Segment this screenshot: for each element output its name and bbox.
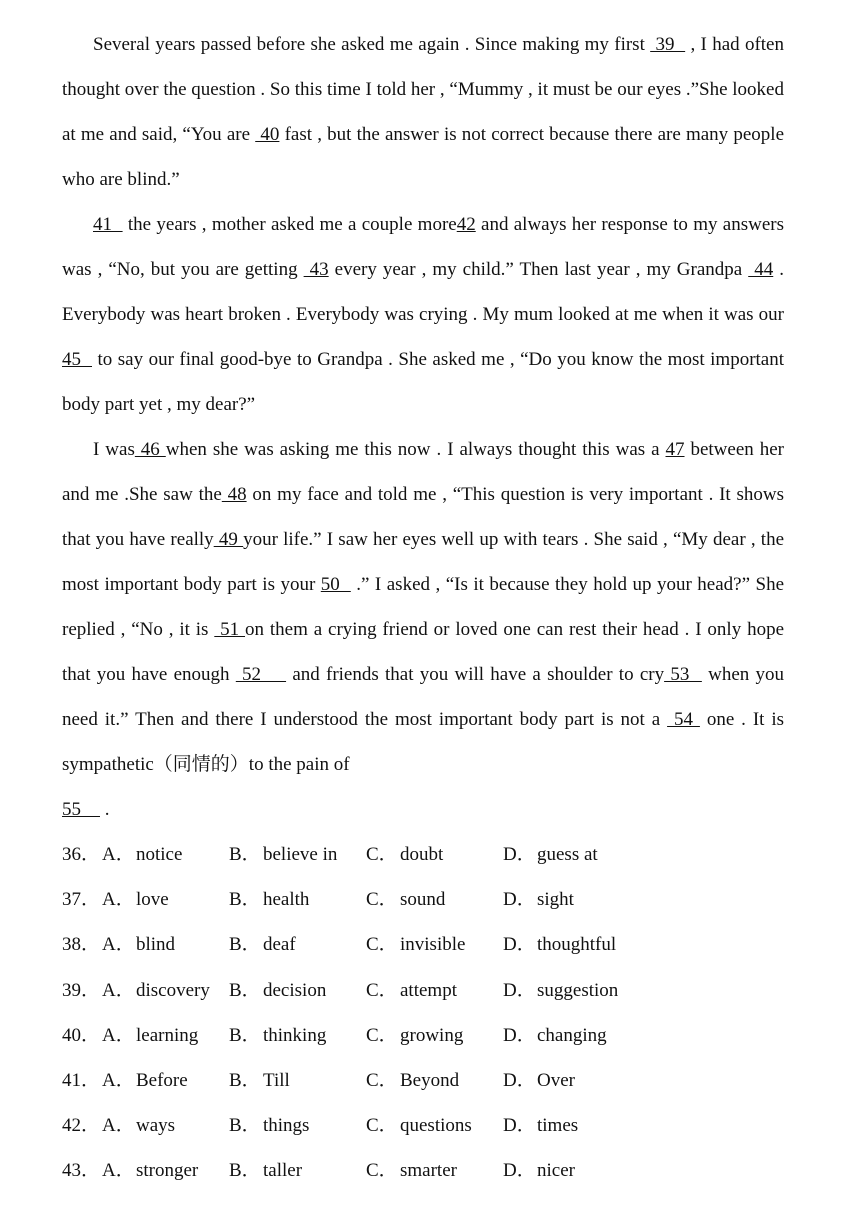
option-text: Before bbox=[136, 1069, 188, 1091]
option-text: believe in bbox=[263, 844, 338, 865]
text: to say our final good-bye to Grandpa . She asked me , “Do you know the most important body part yet , my dear?” bbox=[62, 349, 785, 415]
option-letter: D． bbox=[503, 1069, 536, 1091]
option-c bbox=[366, 877, 503, 922]
blank-52: 52 bbox=[235, 664, 287, 685]
option-b bbox=[229, 1103, 366, 1148]
question-number: 36． bbox=[62, 844, 101, 865]
option-letter: C． bbox=[366, 1024, 398, 1046]
option-text: smarter bbox=[400, 1160, 457, 1182]
option-b bbox=[229, 968, 366, 1013]
option-letter: A． bbox=[102, 844, 135, 865]
option-text: things bbox=[263, 1115, 310, 1137]
option-letter: C． bbox=[366, 1115, 398, 1137]
option-b bbox=[229, 1013, 366, 1058]
option-text: growing bbox=[400, 1024, 464, 1046]
option-text: suggestion bbox=[537, 979, 619, 1001]
option-letter: C． bbox=[366, 889, 398, 911]
option-a bbox=[102, 1103, 229, 1148]
option-letter: A． bbox=[102, 1024, 135, 1046]
option-text: deaf bbox=[263, 934, 296, 956]
text: , I had often thought over the question . So this time I told her , “Mummy , it must be our eyes .”She looked at me and said, “You are bbox=[62, 34, 784, 145]
text: when she was asking me this now . I always thought this was a bbox=[165, 439, 666, 460]
text: on them a crying friend or loved one can rest their head . I only hope that you have enough bbox=[62, 619, 785, 685]
option-b bbox=[229, 832, 366, 877]
option-text: stronger bbox=[136, 1160, 199, 1182]
text: on my face and told me , “This question is very important . It shows that you have really bbox=[62, 484, 784, 550]
option-letter: C． bbox=[366, 844, 398, 865]
option-letter: D． bbox=[503, 1160, 536, 1182]
option-c bbox=[366, 832, 503, 877]
question-row bbox=[62, 968, 802, 1013]
blank-54: 54 bbox=[667, 709, 700, 730]
option-letter: D． bbox=[503, 979, 536, 1001]
text: the years , mother asked me a couple more bbox=[122, 214, 457, 235]
text: and always her response to my answers was , “No, but you are getting bbox=[62, 214, 784, 280]
text: between her and me .She saw the bbox=[62, 439, 784, 505]
question-row bbox=[62, 1148, 802, 1193]
cloze-passage bbox=[62, 22, 784, 832]
blank-51: 51 bbox=[214, 619, 246, 640]
question-number: 37． bbox=[62, 889, 101, 911]
option-text: sight bbox=[537, 889, 574, 911]
option-a bbox=[102, 832, 229, 877]
blank-47: 47 bbox=[665, 439, 685, 460]
option-a bbox=[102, 877, 229, 922]
blank-49: 49 bbox=[213, 529, 244, 550]
option-text: nicer bbox=[537, 1160, 575, 1182]
blank-41: 41 bbox=[93, 214, 123, 235]
option-letter: A． bbox=[102, 889, 135, 911]
blank-55: 55 bbox=[62, 799, 100, 820]
option-text: notice bbox=[136, 844, 183, 865]
option-text: learning bbox=[136, 1024, 199, 1046]
option-c bbox=[366, 1103, 503, 1148]
text: fast , but the answer is not correct because there are many people who are blind.” bbox=[62, 124, 784, 190]
question-row bbox=[62, 1103, 802, 1148]
option-letter: B． bbox=[229, 844, 261, 865]
option-text: discovery bbox=[136, 979, 210, 1001]
option-text: taller bbox=[263, 1160, 303, 1182]
blank-40: 40 bbox=[255, 124, 280, 145]
option-letter: A． bbox=[102, 1069, 135, 1091]
question-number: 41． bbox=[62, 1069, 101, 1091]
option-d bbox=[503, 1058, 703, 1103]
option-c bbox=[366, 922, 503, 967]
option-text: Over bbox=[537, 1069, 575, 1091]
option-b bbox=[229, 922, 366, 967]
option-text: Beyond bbox=[400, 1069, 460, 1091]
option-letter: D． bbox=[503, 844, 536, 865]
question-row bbox=[62, 922, 802, 967]
option-d bbox=[503, 968, 703, 1013]
option-d bbox=[503, 832, 703, 877]
option-letter: A． bbox=[102, 934, 135, 956]
blank-42: 42 bbox=[456, 214, 476, 235]
question-row bbox=[62, 877, 802, 922]
option-text: health bbox=[263, 889, 310, 911]
option-d bbox=[503, 1103, 703, 1148]
option-text: doubt bbox=[400, 844, 444, 865]
question-number: 40． bbox=[62, 1024, 101, 1046]
text: when you need it.” Then and there I understood the most important body part is not a bbox=[62, 664, 785, 730]
text: . Everybody was heart broken . Everybody was crying . My mum looked at me when it was our bbox=[62, 259, 785, 325]
option-letter: C． bbox=[366, 1069, 398, 1091]
blank-46: 46 bbox=[134, 439, 166, 460]
option-text: decision bbox=[263, 979, 327, 1001]
option-text: Till bbox=[263, 1069, 290, 1091]
option-a bbox=[102, 1148, 229, 1193]
question-number: 42． bbox=[62, 1115, 101, 1137]
question-row bbox=[62, 832, 802, 877]
option-letter: B． bbox=[229, 979, 261, 1001]
option-letter: B． bbox=[229, 889, 261, 911]
blank-48: 48 bbox=[221, 484, 247, 505]
text: Several years passed before she asked me again . Since making my first bbox=[93, 34, 651, 55]
option-text: ways bbox=[136, 1115, 176, 1137]
blank-39: 39 bbox=[650, 34, 686, 55]
option-letter: D． bbox=[503, 934, 536, 956]
text: I was bbox=[93, 439, 135, 460]
paragraph-1 bbox=[62, 22, 784, 202]
option-text: attempt bbox=[400, 979, 457, 1001]
option-text: guess at bbox=[537, 844, 598, 865]
question-number: 38． bbox=[62, 934, 101, 956]
option-text: thinking bbox=[263, 1024, 327, 1046]
option-c bbox=[366, 1013, 503, 1058]
text: . bbox=[100, 799, 110, 820]
option-a bbox=[102, 968, 229, 1013]
option-text: questions bbox=[400, 1115, 472, 1137]
paragraph-3 bbox=[62, 427, 784, 832]
option-b bbox=[229, 877, 366, 922]
option-text: thoughtful bbox=[537, 934, 617, 956]
option-d bbox=[503, 877, 703, 922]
blank-53: 53 bbox=[664, 664, 702, 685]
option-text: love bbox=[136, 889, 169, 911]
option-letter: D． bbox=[503, 1024, 536, 1046]
option-c bbox=[366, 968, 503, 1013]
question-list bbox=[62, 832, 802, 1194]
option-letter: B． bbox=[229, 1115, 261, 1137]
text: one . It is sympathetic（同情的）to the pain of bbox=[62, 709, 785, 775]
text: every year , my child.” Then last year , my Grandpa bbox=[328, 259, 749, 280]
option-letter: C． bbox=[366, 1160, 398, 1182]
option-c bbox=[366, 1058, 503, 1103]
blank-45: 45 bbox=[62, 349, 92, 370]
option-letter: D． bbox=[503, 889, 536, 911]
option-b bbox=[229, 1058, 366, 1103]
paragraph-2 bbox=[62, 202, 784, 427]
option-a bbox=[102, 1058, 229, 1103]
blank-43: 43 bbox=[303, 259, 329, 280]
text: .” I asked , “Is it because they hold up your head?” She replied , “No , it is bbox=[62, 574, 785, 640]
option-text: times bbox=[537, 1115, 579, 1137]
question-row bbox=[62, 1013, 802, 1058]
option-text: blind bbox=[136, 934, 176, 956]
blank-44: 44 bbox=[748, 259, 774, 280]
text: your life.” I saw her eyes well up with tears . She said , “My dear , the most important body part is your bbox=[62, 529, 785, 595]
option-letter: C． bbox=[366, 979, 398, 1001]
option-a bbox=[102, 922, 229, 967]
option-d bbox=[503, 1148, 703, 1193]
option-d bbox=[503, 922, 703, 967]
question-number: 39． bbox=[62, 979, 101, 1001]
option-text: invisible bbox=[400, 934, 466, 956]
option-letter: A． bbox=[102, 1160, 135, 1182]
option-letter: A． bbox=[102, 1115, 135, 1137]
option-a bbox=[102, 1013, 229, 1058]
option-letter: D． bbox=[503, 1115, 536, 1137]
question-row bbox=[62, 1058, 802, 1103]
option-b bbox=[229, 1148, 366, 1193]
blank-50: 50 bbox=[320, 574, 351, 595]
option-letter: B． bbox=[229, 1160, 261, 1182]
option-text: sound bbox=[400, 889, 446, 911]
option-c bbox=[366, 1148, 503, 1193]
text: and friends that you will have a shoulder to cry bbox=[286, 664, 665, 685]
option-letter: B． bbox=[229, 934, 261, 956]
option-letter: B． bbox=[229, 1024, 261, 1046]
option-letter: A． bbox=[102, 979, 135, 1001]
option-letter: B． bbox=[229, 1069, 261, 1091]
option-letter: C． bbox=[366, 934, 398, 956]
option-text: changing bbox=[537, 1024, 607, 1046]
question-number: 43． bbox=[62, 1160, 101, 1182]
option-d bbox=[503, 1013, 703, 1058]
